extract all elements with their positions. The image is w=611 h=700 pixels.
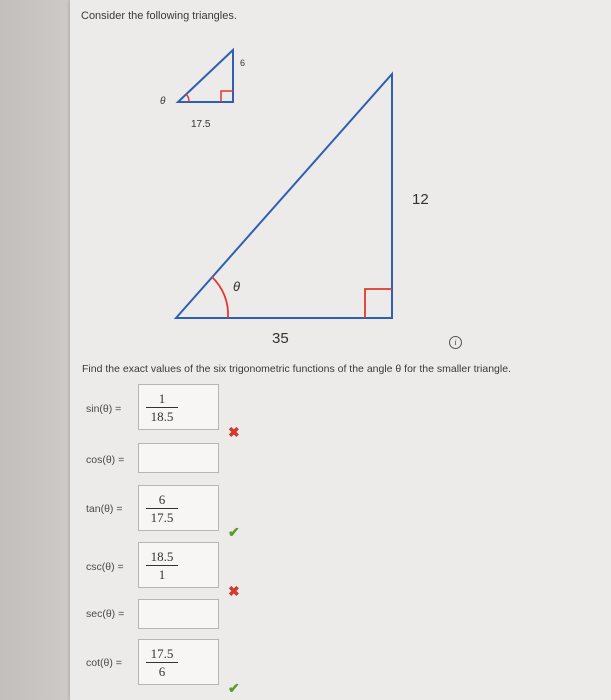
tan-numerator: 6 [158, 492, 166, 507]
question-text: Find the exact values of the six trigonometric functions of the angle θ for the smaller triangle. [82, 363, 511, 375]
cot-label: cot(θ) = [86, 657, 122, 669]
sin-numerator: 1 [158, 391, 166, 406]
tan-fraction [146, 492, 178, 525]
csc-fraction [146, 549, 178, 582]
sin-fraction-bar [146, 407, 178, 408]
sin-denominator: 18.5 [150, 409, 174, 424]
sec-label: sec(θ) = [86, 608, 125, 620]
sin-label: sin(θ) = [86, 403, 122, 415]
cot-denominator: 6 [158, 664, 166, 679]
small-triangle [160, 50, 245, 130]
cot-fraction [146, 646, 178, 679]
csc-fraction-bar [146, 565, 178, 566]
cot-correct-icon: ✔ [228, 680, 240, 696]
large-angle-label: θ [233, 279, 241, 294]
tan-label: tan(θ) = [86, 503, 123, 515]
small-vertical-label: 6 [240, 58, 246, 68]
large-vertical-label: 12 [412, 191, 429, 208]
cot-numerator: 17.5 [150, 646, 174, 661]
tan-denominator: 17.5 [150, 510, 174, 525]
tan-correct-icon: ✔ [228, 524, 240, 540]
sec-answer-box[interactable] [138, 599, 219, 629]
info-icon[interactable]: i [449, 336, 462, 349]
csc-numerator: 18.5 [150, 549, 174, 564]
csc-denominator: 1 [158, 567, 166, 582]
cot-fraction-bar [146, 662, 178, 663]
sin-incorrect-icon: ✖ [228, 424, 240, 440]
large-base-label: 35 [272, 330, 289, 347]
small-base-label: 17.5 [191, 119, 211, 130]
csc-incorrect-icon: ✖ [228, 583, 240, 599]
cos-answer-box[interactable] [138, 443, 219, 473]
cos-label: cos(θ) = [86, 454, 125, 466]
sin-fraction [146, 391, 178, 424]
problem-prompt: Consider the following triangles. [81, 10, 237, 22]
large-triangle [176, 74, 429, 347]
tan-fraction-bar [146, 508, 178, 509]
small-angle-label: θ [160, 96, 166, 107]
csc-label: csc(θ) = [86, 561, 124, 573]
